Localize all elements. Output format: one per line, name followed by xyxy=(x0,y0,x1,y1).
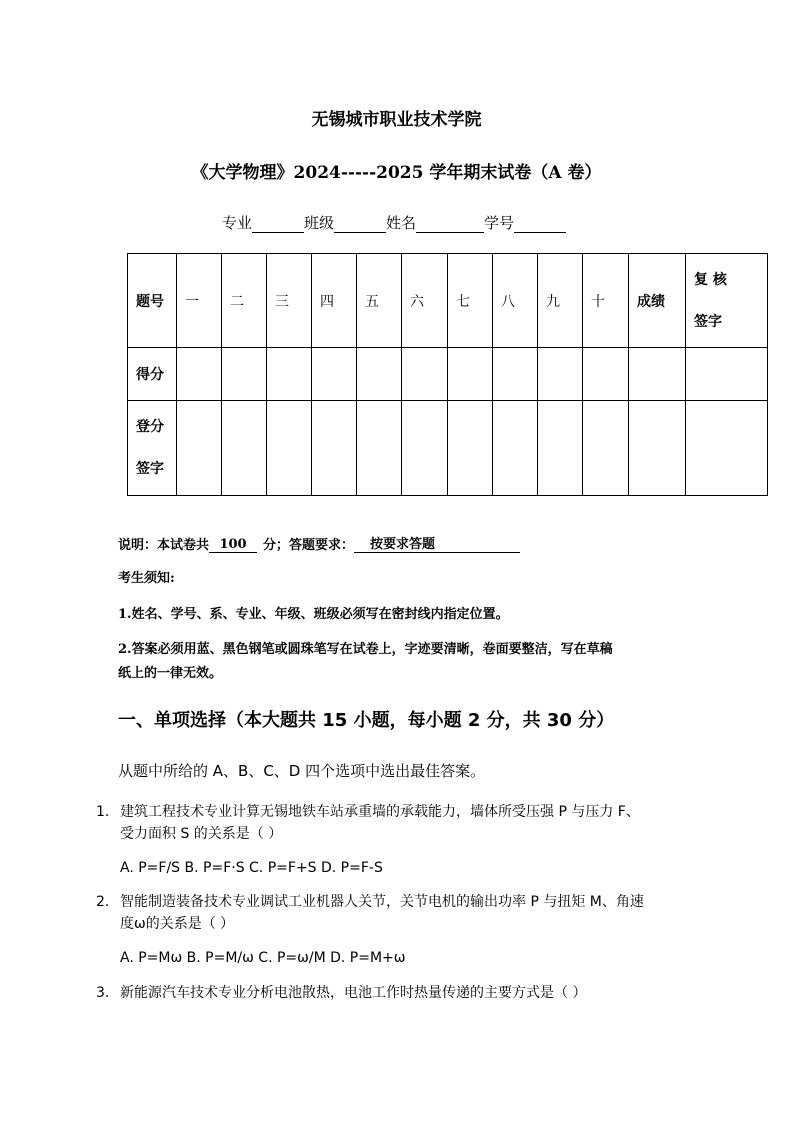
sign-cell[interactable] xyxy=(357,401,402,496)
header-cell: 二 xyxy=(222,254,267,348)
sign-cell[interactable] xyxy=(267,401,312,496)
school-name: 无锡城市职业技术学院 xyxy=(311,110,482,130)
header-cell: 七 xyxy=(448,254,493,348)
section-instruction: 从题中所给的 A、B、C、D 四个选项中选出最佳答案。 xyxy=(118,762,486,780)
score-cell[interactable] xyxy=(222,348,267,401)
class-label: 班级 xyxy=(304,214,335,232)
sign-cell[interactable] xyxy=(222,401,267,496)
question-3 xyxy=(96,982,586,1004)
review-label: 复 核 xyxy=(694,271,727,288)
score-cell[interactable] xyxy=(357,348,402,401)
table-row xyxy=(128,254,768,348)
total-score: 100 xyxy=(209,537,257,553)
header-cell: 八 xyxy=(493,254,538,348)
notice-1: 1.姓名、学号、系、专业、年级、班级必须写在密封线内指定位置。 xyxy=(118,607,509,622)
score-cell[interactable] xyxy=(402,348,448,401)
section-title: 一、单项选择（本大题共 15 小题，每小题 2 分，共 30 分） xyxy=(118,710,615,731)
header-cell: 三 xyxy=(267,254,312,348)
row-label-line: 登分 xyxy=(136,419,164,435)
sign-label: 签字 xyxy=(694,313,722,330)
score-cell[interactable] xyxy=(583,348,629,401)
question-number: 3. xyxy=(96,985,110,1001)
question-text: 度ω的关系是（ ） xyxy=(120,916,235,932)
id-field[interactable] xyxy=(514,216,566,233)
desc-prefix: 说明：本试卷共 xyxy=(118,538,210,553)
score-cell[interactable] xyxy=(312,348,357,401)
class-field[interactable] xyxy=(334,216,386,233)
question-text: 智能制造装备技术专业调试工业机器人关节，关节电机的输出功率 P 与扭矩 M、角速 xyxy=(120,894,644,910)
notice-2-cont: 纸上的一律无效。 xyxy=(118,666,223,681)
sign-cell[interactable] xyxy=(538,401,583,496)
sign-cell[interactable] xyxy=(583,401,629,496)
exam-description xyxy=(118,533,520,553)
question-1 xyxy=(96,801,640,879)
sign-cell[interactable] xyxy=(493,401,538,496)
question-number: 1. xyxy=(96,804,110,820)
question-text: 受力面积 S 的关系是（ ） xyxy=(120,826,283,842)
answer-requirement: 按要求答题 xyxy=(354,533,520,553)
major-field[interactable] xyxy=(252,216,304,233)
score-cell[interactable] xyxy=(629,348,686,401)
sign-cell[interactable] xyxy=(686,401,768,496)
row-label-line: 签字 xyxy=(136,461,164,477)
header-cell xyxy=(686,254,768,348)
question-number: 2. xyxy=(96,894,110,910)
question-text: 建筑工程技术专业计算无锡地铁车站承重墙的承载能力，墙体所受压强 P 与压力 F、 xyxy=(120,804,640,820)
table-row xyxy=(128,401,768,496)
score-table xyxy=(127,253,768,496)
sign-cell[interactable] xyxy=(629,401,686,496)
header-cell: 六 xyxy=(402,254,448,348)
question-2 xyxy=(96,891,644,969)
desc-mid: 分；答题要求： xyxy=(263,538,355,553)
header-cell: 成绩 xyxy=(629,254,686,348)
score-cell[interactable] xyxy=(448,348,493,401)
name-label: 姓名 xyxy=(386,214,417,232)
question-options: A. P=Mω B. P=M/ω C. P=ω/M D. P=M+ω xyxy=(120,950,406,966)
id-label: 学号 xyxy=(484,214,515,232)
score-cell[interactable] xyxy=(493,348,538,401)
exam-title: 《大学物理》2024-----2025 学年期末试卷（A 卷） xyxy=(191,163,602,183)
question-text: 新能源汽车技术专业分析电池散热，电池工作时热量传递的主要方式是（ ） xyxy=(120,985,587,1001)
header-cell: 五 xyxy=(357,254,402,348)
row-label xyxy=(128,401,177,496)
major-label: 专业 xyxy=(222,214,253,232)
score-cell[interactable] xyxy=(538,348,583,401)
header-cell: 四 xyxy=(312,254,357,348)
header-cell: 九 xyxy=(538,254,583,348)
header-cell: 一 xyxy=(177,254,222,348)
score-cell[interactable] xyxy=(177,348,222,401)
notice-title: 考生须知: xyxy=(118,571,175,586)
table-row xyxy=(128,348,768,401)
row-label: 得分 xyxy=(128,348,177,401)
sign-cell[interactable] xyxy=(312,401,357,496)
question-options: A. P=F/S B. P=F·S C. P=F+S D. P=F-S xyxy=(120,860,383,876)
sign-cell[interactable] xyxy=(177,401,222,496)
name-field[interactable] xyxy=(416,216,484,233)
student-info-line xyxy=(222,212,566,233)
score-cell[interactable] xyxy=(686,348,768,401)
score-cell[interactable] xyxy=(267,348,312,401)
notice-2: 2.答案必须用蓝、黑色钢笔或圆珠笔写在试卷上，字迹要清晰，卷面要整洁，写在草稿 xyxy=(118,642,613,657)
header-cell: 十 xyxy=(583,254,629,348)
header-cell: 题号 xyxy=(128,254,177,348)
sign-cell[interactable] xyxy=(402,401,448,496)
sign-cell[interactable] xyxy=(448,401,493,496)
